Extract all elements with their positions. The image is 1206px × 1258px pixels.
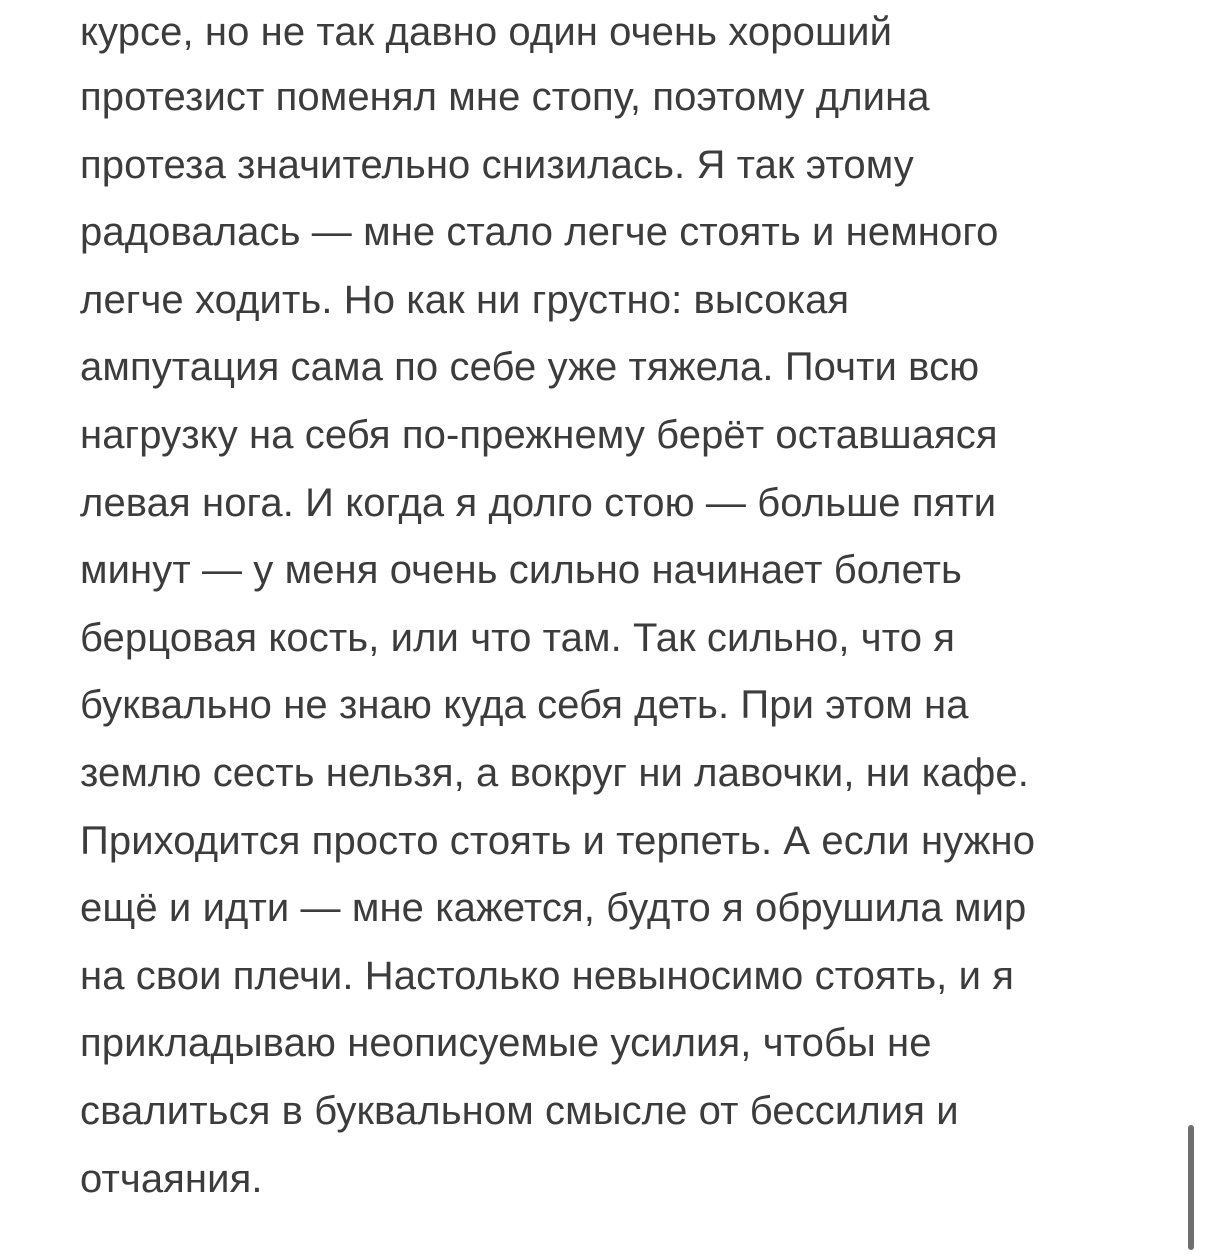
text-line: нагрузку на себя по-прежнему берёт оставшаяся bbox=[80, 412, 998, 457]
text-line: левая нога. И когда я долго стою — больше пяти bbox=[80, 480, 997, 525]
text-line: ампутация сама по себе уже тяжела. Почти всю bbox=[80, 345, 980, 390]
text-line: свалиться в буквальном смысле от бессилия и bbox=[80, 1088, 959, 1133]
text-line: протезист поменял мне стопу, поэтому длина bbox=[80, 75, 930, 119]
text-line: прикладываю неописуемые усилия, чтобы не bbox=[80, 1021, 932, 1066]
text-line: землю сесть нельзя, а вокруг ни лавочки, ни кафе. bbox=[80, 750, 1029, 795]
text-line: отчаяния. bbox=[80, 1156, 263, 1201]
document-text bbox=[80, 0, 1170, 1213]
text-line: минут — у меня очень сильно начинает болеть bbox=[80, 548, 962, 593]
text-line: Приходится просто стоять и терпеть. А если нужно bbox=[80, 818, 1036, 863]
scrollbar-thumb[interactable] bbox=[1188, 1125, 1194, 1250]
text-line: протеза значительно снизилась. Я так этому bbox=[80, 142, 914, 187]
text-line: курсе, но не так давно один очень хороший bbox=[80, 10, 893, 54]
text-line: на свои плечи. Настолько невыносимо стоять, и я bbox=[80, 953, 1014, 998]
text-line: радовалась — мне стало легче стоять и немного bbox=[80, 210, 999, 255]
text-line: ещё и идти — мне кажется, будто я обрушила мир bbox=[80, 886, 1027, 931]
text-line: буквально не знаю куда себя деть. При этом на bbox=[80, 683, 969, 728]
text-line: берцовая кость, или что там. Так сильно, что я bbox=[80, 615, 956, 660]
text-line: легче ходить. Но как ни грустно: высокая bbox=[80, 277, 850, 322]
